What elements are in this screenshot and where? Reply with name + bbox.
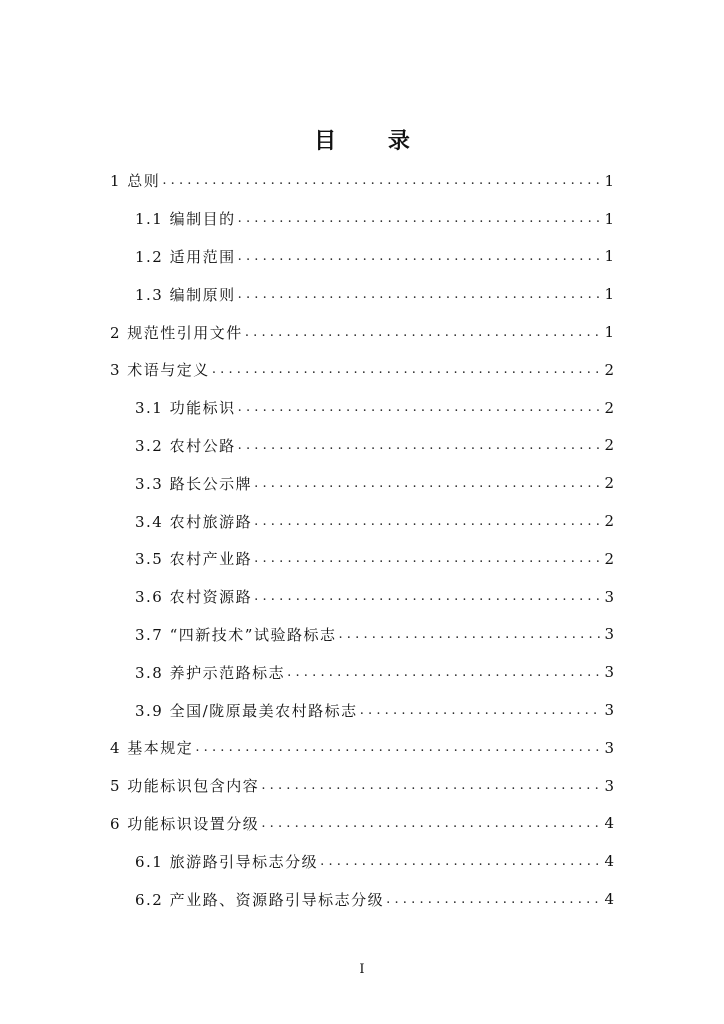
toc-entry-page-number: 2: [604, 474, 614, 493]
toc-entry-label: 4 基本规定: [110, 739, 194, 758]
toc-entry-page-number: 4: [604, 890, 614, 909]
dot-leader: [254, 551, 600, 566]
toc-entry-page-number: 4: [604, 852, 614, 871]
toc-entry[interactable]: [110, 389, 614, 427]
toc-entry-page-number: 1: [604, 285, 614, 304]
dot-leader: [386, 892, 600, 907]
toc-entry-page-number: 1: [604, 247, 614, 266]
toc-entry-page-number: 3: [604, 776, 614, 795]
toc-entry-page-number: 1: [604, 209, 614, 228]
toc-entry-label: 1.2 适用范围: [135, 247, 236, 266]
toc-entry-label: 3 术语与定义: [110, 361, 210, 380]
toc-entry-label: 1.1 编制目的: [135, 210, 236, 229]
toc-entry[interactable]: [110, 313, 614, 351]
toc-entry-label: 3.3 路长公示牌: [135, 474, 253, 493]
toc-entry[interactable]: [110, 200, 614, 238]
dot-leader: [245, 325, 600, 340]
toc-entry-page-number: 2: [604, 512, 614, 531]
toc-entry[interactable]: [110, 880, 614, 918]
toc-entry-label: 3.1 功能标识: [135, 399, 236, 418]
table-of-contents: [110, 162, 614, 918]
toc-entry-page-number: 1: [604, 171, 614, 190]
toc-entry-label: 3.2 农村公路: [135, 436, 236, 455]
dot-leader: [238, 249, 600, 264]
toc-entry-page-number: 2: [604, 398, 614, 417]
dot-leader: [320, 854, 600, 869]
dot-leader: [238, 287, 600, 302]
toc-entry-label: 6.1 旅游路引导标志分级: [135, 852, 319, 871]
toc-entry-label: 6.2 产业路、资源路引导标志分级: [135, 890, 385, 909]
dot-leader: [360, 703, 600, 718]
toc-entry-page-number: 2: [604, 360, 614, 379]
toc-entry-page-number: 4: [604, 814, 614, 833]
toc-entry-page-number: 3: [604, 587, 614, 606]
toc-entry-page-number: 3: [604, 701, 614, 720]
dot-leader: [212, 362, 600, 377]
dot-leader: [261, 816, 600, 831]
toc-entry-page-number: 3: [604, 625, 614, 644]
toc-entry[interactable]: [110, 842, 614, 880]
toc-entry[interactable]: [110, 238, 614, 276]
toc-entry-label: 3.5 农村产业路: [135, 550, 253, 569]
toc-entry[interactable]: [110, 162, 614, 200]
toc-entry-label: 3.9 全国/陇原最美农村路标志: [135, 701, 358, 720]
dot-leader: [238, 211, 600, 226]
toc-entry[interactable]: [110, 729, 614, 767]
dot-leader: [195, 740, 600, 755]
toc-entry-page-number: 2: [604, 549, 614, 568]
toc-entry-label: 1.3 编制原则: [135, 285, 236, 304]
toc-entry-label: 5 功能标识包含内容: [110, 777, 260, 796]
dot-leader: [338, 627, 600, 642]
dot-leader: [254, 589, 600, 604]
toc-entry[interactable]: [110, 578, 614, 616]
dot-leader: [261, 778, 600, 793]
dot-leader: [254, 476, 600, 491]
toc-entry[interactable]: [110, 616, 614, 654]
toc-entry-label: 3.7 “四新技术”试验路标志: [135, 625, 337, 644]
toc-entry[interactable]: [110, 275, 614, 313]
dot-leader: [238, 400, 600, 415]
page-number: I: [359, 962, 365, 977]
toc-entry[interactable]: [110, 427, 614, 465]
toc-title: 目 录: [314, 128, 432, 154]
toc-entry-label: 3.6 农村资源路: [135, 588, 253, 607]
dot-leader: [254, 514, 600, 529]
toc-entry-page-number: 2: [604, 436, 614, 455]
toc-entry-label: 3.8 养护示范路标志: [135, 663, 286, 682]
toc-entry[interactable]: [110, 540, 614, 578]
toc-entry-page-number: 3: [604, 663, 614, 682]
toc-entry[interactable]: [110, 653, 614, 691]
toc-entry[interactable]: [110, 502, 614, 540]
toc-entry[interactable]: [110, 691, 614, 729]
toc-entry[interactable]: [110, 805, 614, 843]
toc-entry-page-number: 1: [604, 323, 614, 342]
toc-entry-label: 2 规范性引用文件: [110, 323, 243, 342]
dot-leader: [162, 173, 600, 188]
toc-entry[interactable]: [110, 767, 614, 805]
toc-entry-page-number: 3: [604, 738, 614, 757]
toc-entry-label: 1 总则: [110, 172, 161, 191]
toc-entry-label: 6 功能标识设置分级: [110, 814, 260, 833]
toc-entry[interactable]: [110, 464, 614, 502]
dot-leader: [238, 438, 600, 453]
toc-entry-label: 3.4 农村旅游路: [135, 512, 253, 531]
toc-entry[interactable]: [110, 351, 614, 389]
dot-leader: [287, 665, 600, 680]
